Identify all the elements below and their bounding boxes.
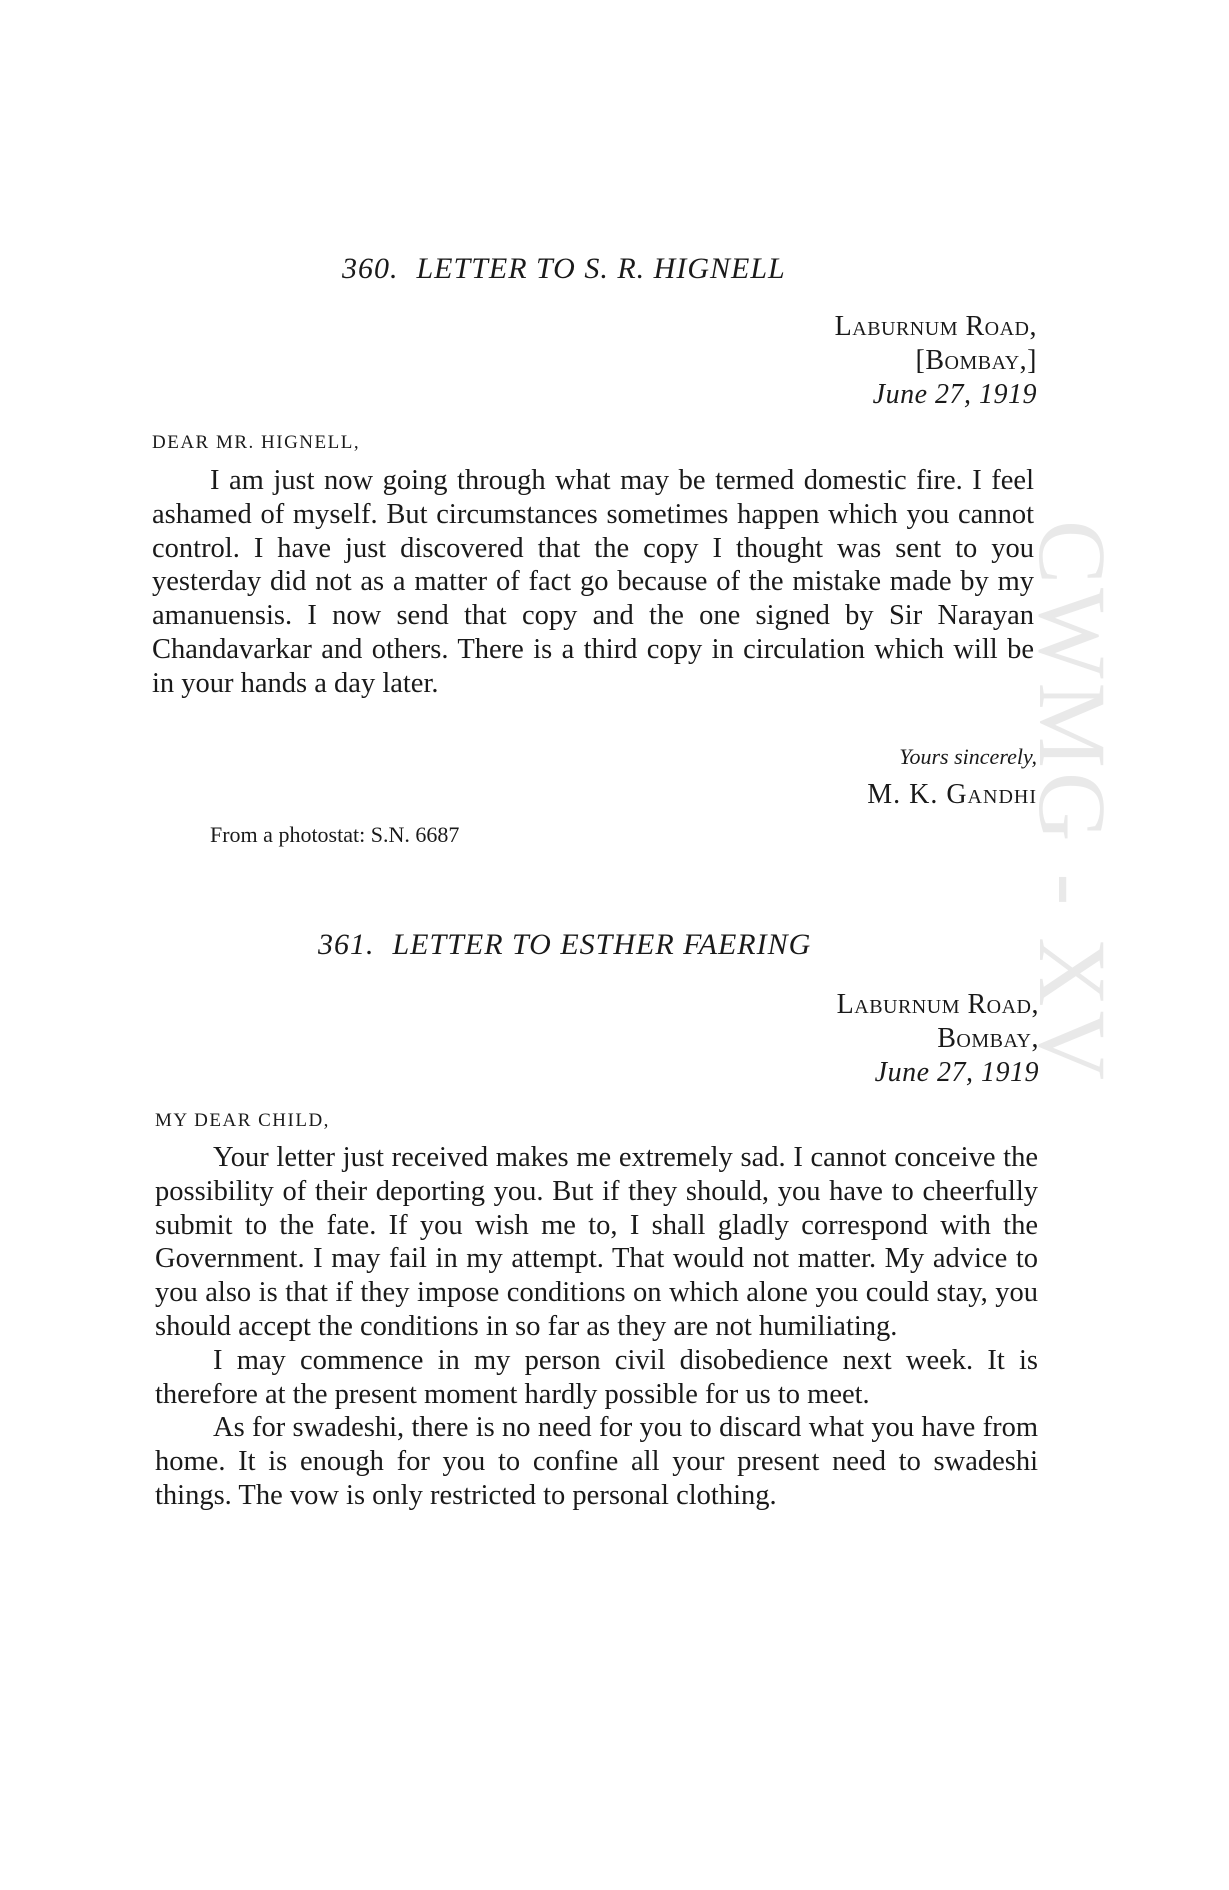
letter-361-number: 361. bbox=[318, 928, 375, 961]
address-line-1: Laburnum Road, bbox=[836, 989, 1039, 1020]
paragraph: I may commence in my person civil disobedience next week. It is therefore at the present moment hardly possible for us to meet. bbox=[155, 1344, 1038, 1410]
address-line-2: Bombay, bbox=[937, 1023, 1039, 1054]
letter-361-title: LETTER TO ESTHER FAERING bbox=[392, 928, 812, 961]
letter-360-title: LETTER TO S. R. HIGNELL bbox=[416, 252, 786, 285]
letter-360-source: From a photostat: S.N. 6687 bbox=[210, 822, 460, 847]
letter-361-salutation: MY DEAR CHILD, bbox=[155, 1110, 330, 1131]
paragraph: Your letter just received makes me extremely sad. I cannot conceive the possibility of their deporting you. But if they should, you have to cheerfully submit to the fate. If you wish me to, I shall gladly correspond with the Government. I may fail in my attempt. That would not matter. My advice to you also is that if they impose conditions on which alone you could stay, you should accept the conditions in so far as they are not humiliating. bbox=[155, 1142, 1038, 1342]
address-line-2: [Bombay,] bbox=[915, 345, 1037, 376]
letter-360-body bbox=[152, 464, 1034, 701]
address-line-1: Laburnum Road, bbox=[834, 311, 1037, 342]
letter-360-heading bbox=[342, 252, 786, 286]
letter-date: June 27, 1919 bbox=[872, 379, 1037, 410]
letter-360-address bbox=[835, 310, 1037, 412]
paragraph: As for swadeshi, there is no need for you to discard what you have from home. It is enough for you to confine all your present need to swadeshi things. The vow is only restricted to personal clothing. bbox=[155, 1412, 1038, 1511]
letter-360-number: 360. bbox=[342, 252, 399, 285]
watermark: CWMG - XV bbox=[1019, 520, 1126, 1084]
paragraph: I am just now going through what may be termed domestic fire. I feel ashamed of myself. But circumstances sometimes happen which you cannot control. I have just discovered that the copy I thought was sent to you yesterday did not as a matter of fact go because of the mistake made by my amanuensis. I now send that copy and the one signed by Sir Narayan Chandavarkar and others. There is a third copy in circulation which will be in your hands a day later. bbox=[152, 465, 1034, 699]
letter-361-heading bbox=[318, 928, 811, 962]
letter-360-salutation: DEAR MR. HIGNELL, bbox=[152, 432, 361, 453]
letter-361-body bbox=[155, 1141, 1038, 1513]
closing-phrase: Yours sincerely, bbox=[899, 744, 1037, 769]
letter-360-closing bbox=[867, 742, 1037, 818]
letter-date: June 27, 1919 bbox=[874, 1057, 1039, 1088]
letter-361-address bbox=[837, 988, 1039, 1090]
signature: M. K. Gandhi bbox=[867, 779, 1037, 810]
